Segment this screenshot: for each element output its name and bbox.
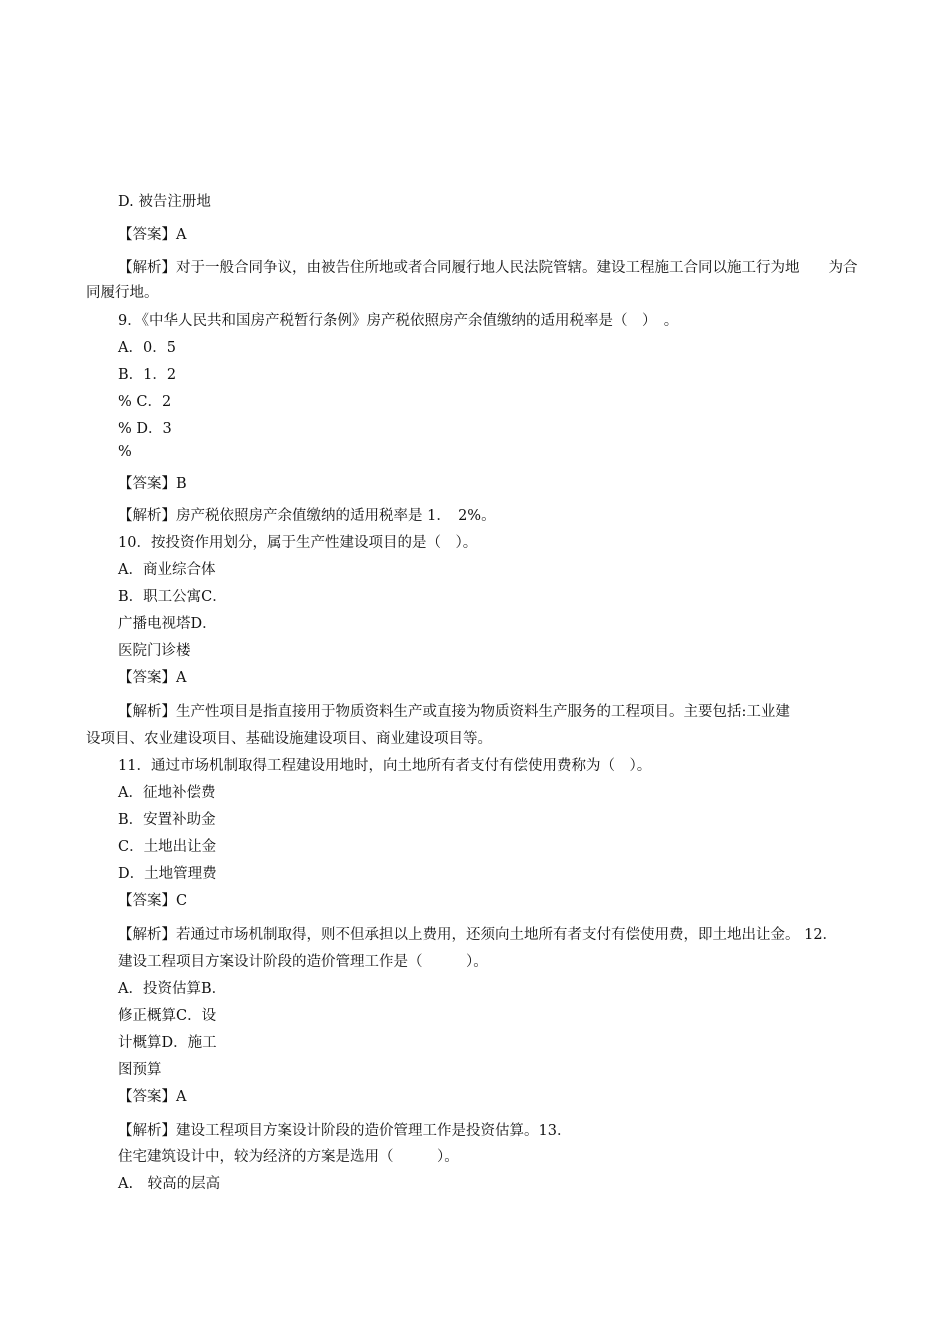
option-d-q8: D. 被告注册地 bbox=[118, 194, 211, 210]
option-a-q11: A．征地补偿费 bbox=[118, 785, 216, 801]
question-13: 住宅建筑设计中，较为经济的方案是选用（ ）。 bbox=[118, 1149, 459, 1165]
option-a-q12: A．投资估算B． bbox=[118, 981, 227, 997]
option-d-q11: D．土地管理费 bbox=[118, 866, 217, 882]
option-b-q12: 修正概算C．设 bbox=[118, 1008, 217, 1024]
question-10: 10．按投资作用划分，属于生产性建设项目的是（ ）。 bbox=[118, 535, 478, 551]
analysis-q8-line2: 同履行地。 bbox=[86, 285, 159, 301]
question-9: 9．《中华人民共和国房产税暂行条例》房产税依照房产余值缴纳的适用税率是（ ） 。 bbox=[118, 313, 679, 329]
option-b-q9: B．1．2 bbox=[118, 367, 177, 383]
option-c-q12: 计概算D．施工 bbox=[118, 1035, 217, 1051]
analysis-q12: 【解析】建设工程项目方案设计阶段的造价管理工作是投资估算。13． bbox=[118, 1123, 572, 1139]
analysis-q8-line1: 【解析】对于一般合同争议，由被告住所地或者合同履行地人民法院管辖。建设工程施工合同以施工行为地 为合 bbox=[118, 260, 858, 276]
question-11: 11．通过市场机制取得工程建设用地时，向土地所有者支付有偿使用费称为（ ）。 bbox=[118, 758, 652, 774]
answer-q11: 【答案】C bbox=[118, 893, 188, 909]
option-d-q12: 图预算 bbox=[118, 1062, 162, 1078]
option-a-q13: A. 较高的层高 bbox=[118, 1176, 221, 1192]
option-c-q10: 广播电视塔D． bbox=[118, 616, 217, 632]
option-a-q9: A．0．5 bbox=[118, 340, 176, 356]
answer-q9: 【答案】B bbox=[118, 476, 187, 492]
option-d-q10: 医院门诊楼 bbox=[118, 643, 191, 659]
analysis-q9: 【解析】房产税依照房产余值缴纳的适用税率是 1． 2%。 bbox=[118, 508, 496, 524]
option-c-q9: % C．2 bbox=[118, 394, 172, 410]
option-c-q11: C．土地出让金 bbox=[118, 839, 217, 855]
option-d-q9: % D．3 bbox=[118, 421, 172, 437]
question-12: 建设工程项目方案设计阶段的造价管理工作是（ ）。 bbox=[118, 954, 488, 970]
analysis-q10-line2: 设项目、农业建设项目、基础设施建设项目、商业建设项目等。 bbox=[86, 731, 492, 747]
analysis-q10-line1: 【解析】生产性项目是指直接用于物质资料生产或直接为物质资料生产服务的工程项目。主要包括:工业建 bbox=[118, 704, 790, 720]
percent-q9: % bbox=[118, 444, 132, 460]
answer-q12: 【答案】A bbox=[118, 1089, 187, 1105]
answer-q8: 【答案】A bbox=[118, 227, 187, 243]
option-b-q10: B．职工公寓C． bbox=[118, 589, 227, 605]
analysis-q11: 【解析】若通过市场机制取得，则不但承担以上费用，还须向土地所有者支付有偿使用费，即土地出让金。 12． bbox=[118, 927, 838, 943]
answer-q10: 【答案】A bbox=[118, 670, 187, 686]
option-a-q10: A．商业综合体 bbox=[118, 562, 216, 578]
option-b-q11: B．安置补助金 bbox=[118, 812, 216, 828]
